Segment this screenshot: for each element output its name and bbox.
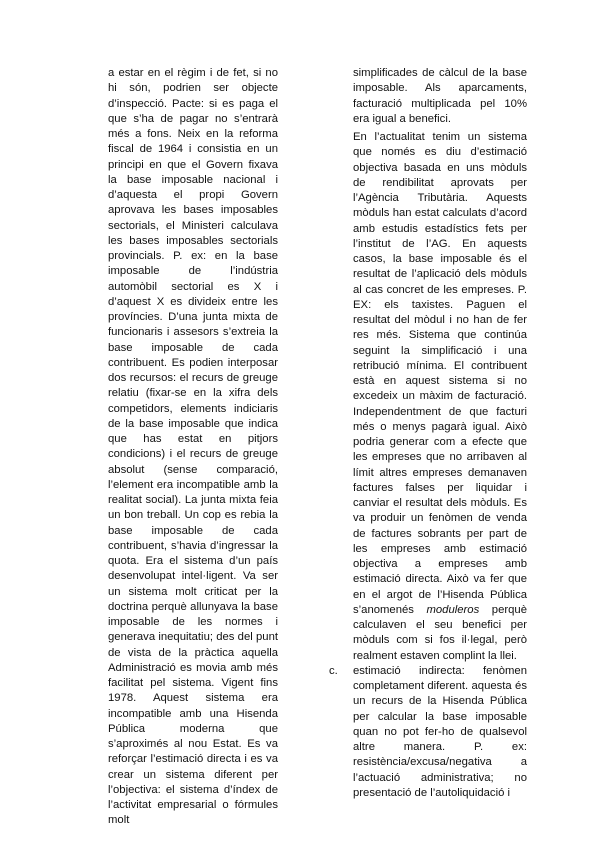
moduleros-term: moduleros [426,603,480,616]
list-item-c-text: estimació indirecta: fenòmen completament diferent. aquesta és un recurs de la Hisenda Pública per calcular la base imposable quan no pot fer-ho de qualsevol altre manera. P. ex: resistència/excusa/negativa a l’actuació administrativa; no presentació de l’autoliquidació i [353,664,527,799]
right-paragraph-2 [353,130,527,664]
right-column [329,66,527,801]
paragraph-2-text-a: En l’actualitat tenim un sistema que només es diu d’estimació objectiva basada en uns mòduls de rendibilitat aprovats per l’Agència Tributària. Aquests mòduls han estat calculats d’acord amb estudis estadístics fets per l’institut de l’AG. En aquests casos, la base imposable és el resultat de l’aplicació dels mòduls al cas concret de les empreses. P. EX: els taxistes. Paguen el resultat del mòdul i no han de fer res més. Sistema que continúa seguint la simplificació i una retribució mínima. El contribuent està en aquest sistema si no excedeix un màxim de facturació. Independentment de que facturi més o menys pagarà igual. Això podria generar com a efecte que les empreses que no arribaven al límit altres empreses demanaven factures falses per liquidar i canviar el resultat dels mòduls. Es va produir un fenòmen de venda de factures sobrants per part de les empreses amb estimació objectiva a empreses amb estimació directa. Això va fer que en el argot de l’Hisenda Pública s’anomenés [353,131,527,616]
list-marker-c: c. [329,664,338,677]
list-item-c [329,664,527,801]
left-paragraph: a estar en el règim i de fet, si no hi són, podrien ser objecte d’inspecció. Pacte: si es paga el que s’ha de pagar no s’entrarà més a fons. Neix en la reforma fiscal de 1964 i consistia en un principi en que el Govern fixava la base imposable nacional i d’aquesta el propi Govern aprovava les bases imposables sectorials, el Ministeri calculava les bases imposables sectorials provincials. P. ex: en la base imposable de l’indústria automòbil sectorial es X i d’aquest X es divideix entre les províncies. D’una junta mixta de funcionaris i assesors s’extreia la base imposable de cada contribuent. Es podien interposar dos recursos: el recurs de greuge relatiu (fixar-se en la xifra dels competidors, elements indiciaris de la base imposable que indica que has estat en pitjors condicions) i el recurs de greuge absolut (sense comparació, l’element era incompatible amb la realitat social). La junta mixta feia un bon treball. Un cop es rebia la base imposable de cada contribuent, s’havia d’ingressar la quota. Era el sistema d’un país desenvolupat intel·ligent. Va ser un sistema molt criticat per la doctrina perquè allunyava la base imposable de les normes i generava inequitatiu; des del punt de vista de la pràctica aquella Administració es movia amb més facilitat pel sistema. Vigent fins 1978. Aquest sistema era incompatible amb una Hisenda Pública moderna que s’aproximés al nou Estat. Es va reforçar l’estimació directa i es va crear un sistema diferent per l’objectiva: el sistema d’índex de l’activitat empresarial o fórmules molt [108,67,278,827]
right-paragraph-1: simplificades de càlcul de la base imposable. Als aparcaments, facturació multiplicada pel 10% era igual a benefici. [353,67,527,125]
paragraph-2-text-b: perquè calculaven el seu benefici per mòduls com si fos il·legal, però realment estaven complint la llei. [353,603,527,662]
left-column [108,66,278,829]
